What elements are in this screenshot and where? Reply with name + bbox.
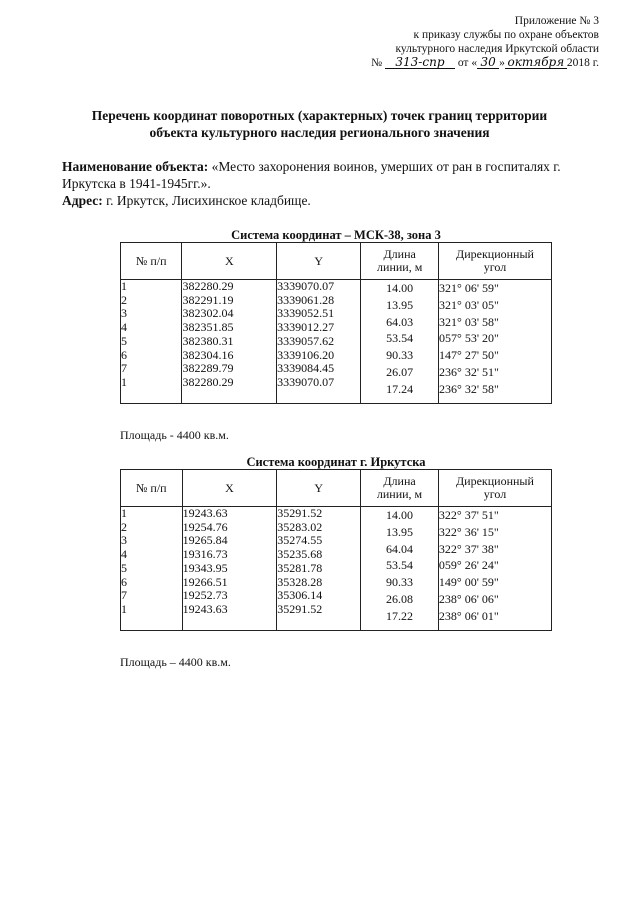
x-value: 19316.73 [182,547,228,562]
table-header-row [121,243,552,280]
x-value: 382380.31 [182,333,234,348]
order-date-year: 2018 г. [566,57,599,69]
angle-value: 321° 03' 58" [439,314,499,329]
y-value: 35281.78 [277,560,323,575]
header-length [361,470,439,507]
header-angle-line-2: угол [483,487,507,501]
angle-value: 238° 06' 01" [438,608,499,623]
angle-value: 322° 36' 15" [438,524,499,539]
y-value: 35306.14 [277,588,323,603]
order-number-value: 313-спр [385,56,455,69]
header-length-line-2: линии, м [376,487,423,501]
table-header-row [121,470,552,507]
order-date-close: » [499,57,505,69]
angle-value: 149° 00' 59" [438,575,499,590]
point-number: 5 [121,560,127,575]
header-angle [439,243,552,280]
y-value: 35291.52 [277,601,323,616]
point-number: 4 [121,547,127,562]
x-value: 19243.63 [182,601,228,616]
header-num: № п/п [121,243,182,280]
coordinates-table-irkutsk [120,469,552,631]
point-number: 3 [121,306,127,321]
x-value: 19252.73 [182,588,228,603]
length-value: 53.54 [386,331,414,346]
length-value: 17.22 [386,608,414,623]
x-value: 382280.29 [182,374,234,389]
angle-value: 322° 37' 38" [438,541,499,556]
column-y [277,507,361,631]
order-date-from: от « [457,57,478,69]
x-value: 19265.84 [182,533,228,548]
object-name [62,158,607,192]
table-body-row [121,507,552,631]
header-x: X [182,243,277,280]
y-value: 3339052.51 [277,306,335,321]
length-value: 90.33 [386,348,414,363]
column-length [361,507,439,631]
y-value: 35291.52 [277,506,323,520]
header-angle-line-1: Дирекционный [455,474,534,488]
column-angle [439,280,552,404]
angle-value: 236° 32' 58" [439,381,499,396]
length-value: 13.95 [386,297,414,312]
x-value: 19254.76 [182,519,228,534]
angle-value: 059° 26' 24" [438,558,499,573]
y-value: 35283.02 [277,519,323,534]
y-value: 3339070.07 [277,374,335,389]
appendix-line-3: культурного наследия Иркутской области [395,43,599,55]
point-number: 7 [121,361,127,376]
order-date-month: октября [505,56,567,69]
object-address [62,192,607,209]
angle-value: 321° 06' 59" [439,281,499,295]
angle-value: 321° 03' 05" [439,297,499,312]
point-number: 6 [121,347,127,362]
x-value: 382280.29 [182,279,234,293]
point-number: 1 [121,601,127,616]
order-number-label: № [371,57,383,69]
point-number: 2 [121,292,127,307]
x-value: 382302.04 [182,306,234,321]
column-x [182,507,277,631]
column-y [277,280,361,404]
y-value: 35274.55 [277,533,323,548]
x-value: 19343.95 [182,560,228,575]
angle-value: 236° 32' 51" [439,364,499,379]
column-length [361,280,439,404]
x-value: 382304.16 [182,347,234,362]
x-value: 382291.19 [182,292,234,307]
length-value: 13.95 [386,524,414,539]
column-num [121,507,183,631]
point-number: 6 [121,574,127,589]
y-value: 3339106.20 [277,347,335,362]
angle-value: 057° 53' 20" [439,331,499,346]
y-value: 3339061.28 [277,292,335,307]
point-number: 1 [121,506,127,520]
point-number: 1 [121,279,127,293]
length-value: 26.07 [386,364,414,379]
x-value: 382351.85 [182,320,234,335]
length-value: 26.08 [386,591,414,606]
x-value: 19266.51 [182,574,228,589]
header-angle-line-1: Дирекционный [456,247,534,261]
column-x [182,280,277,404]
column-num [121,280,182,404]
header-y: Y [277,243,361,280]
point-number: 2 [121,519,127,534]
point-number: 1 [121,374,127,389]
point-number: 5 [121,333,127,348]
object-address-value: г. Иркутск, Лисихинское кладбище. [106,193,311,208]
title-line-2: объекта культурного наследия регионального значения [149,125,490,140]
appendix-line-2: к приказу службы по охране объектов [413,29,599,41]
length-value: 64.03 [386,314,414,329]
point-number: 4 [121,320,127,335]
length-value: 17.24 [386,381,414,396]
point-number: 7 [121,588,127,603]
y-value: 3339070.07 [277,279,335,293]
header-num: № п/п [121,470,183,507]
object-address-label: Адрес: [62,193,103,208]
order-number-line [279,56,599,70]
coordinates-table-msk38 [120,242,552,404]
table-body-row [121,280,552,404]
x-value: 382289.79 [182,361,234,376]
length-value: 14.00 [386,281,414,295]
angle-value: 147° 27' 50" [439,348,499,363]
object-name-label: Наименование объекта: [62,159,209,174]
y-value: 3339012.27 [277,320,335,335]
y-value: 35235.68 [277,547,323,562]
header-angle [438,470,551,507]
y-value: 3339084.45 [277,361,335,376]
length-value: 14.00 [386,508,414,522]
x-value: 19243.63 [182,506,228,520]
system-title-irkutsk: Система координат г. Иркутска [246,455,426,469]
angle-value: 238° 06' 06" [438,591,499,606]
header-length-line-2: линии, м [377,260,423,274]
header-length-line-1: Длина [383,247,416,261]
header-length [361,243,439,280]
y-value: 3339057.62 [277,333,335,348]
object-info [62,158,607,209]
column-angle [438,507,551,631]
header-y: Y [277,470,361,507]
length-value: 90.33 [386,575,414,590]
header-angle-line-2: угол [483,260,507,274]
header-x: X [182,470,277,507]
length-value: 64.04 [386,541,414,556]
area-irkutsk: Площадь – 4400 кв.м. [120,655,231,669]
title-line-1: Перечень координат поворотных (характерных) точек границ территории [91,108,548,123]
document-title [40,107,599,141]
point-number: 3 [121,533,127,548]
order-date-day: 30 [477,56,499,69]
object-name-value: «Место захоронения воинов, умерших от ран в госпиталях г. Иркутска в 1941-1945гг.». [62,159,561,191]
angle-value: 322° 37' 51" [438,508,499,522]
system-title-msk38: Система координат – МСК-38, зона 3 [231,228,441,242]
header-length-line-1: Длина [383,474,416,488]
length-value: 53.54 [386,558,414,573]
appendix-line-1: Приложение № 3 [514,15,599,27]
y-value: 35328.28 [277,574,323,589]
area-msk38: Площадь - 4400 кв.м. [120,428,229,442]
appendix-block [279,14,599,70]
